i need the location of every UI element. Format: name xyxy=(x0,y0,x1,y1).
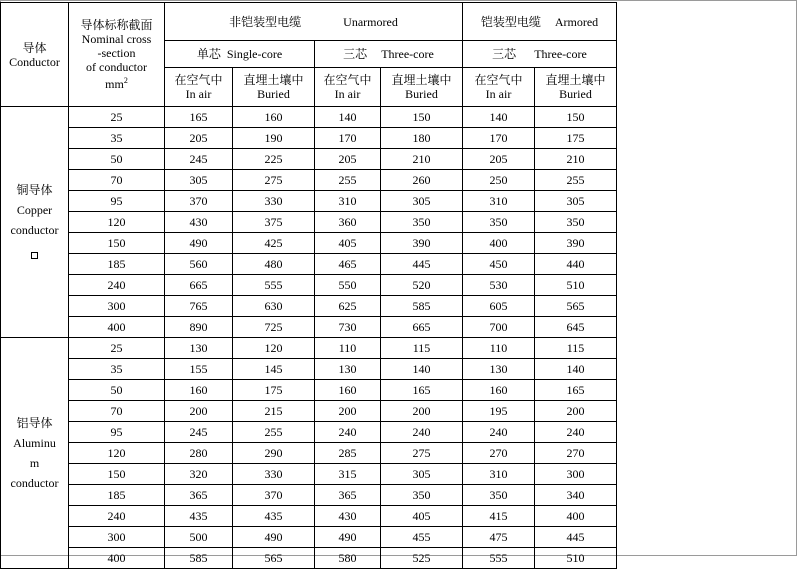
ampacity-cell: 490 xyxy=(233,527,315,548)
buried-header-1 xyxy=(233,68,315,107)
ampacity-cell: 890 xyxy=(165,317,233,338)
section-size-cell: 120 xyxy=(69,212,165,233)
table-row xyxy=(1,380,617,401)
ampacity-cell: 490 xyxy=(165,233,233,254)
ampacity-cell: 530 xyxy=(463,275,535,296)
section-size-cell: 35 xyxy=(69,359,165,380)
ampacity-cell: 305 xyxy=(381,191,463,212)
in-air-header-1 xyxy=(165,68,233,107)
conductor-label-line: Aluminu xyxy=(13,436,56,450)
three-core-en: Three-core xyxy=(381,47,434,61)
ampacity-cell: 190 xyxy=(233,128,315,149)
ampacity-cell: 330 xyxy=(233,464,315,485)
section-size-cell: 70 xyxy=(69,170,165,191)
section-header-en-1: Nominal cross xyxy=(81,32,152,46)
three-core-cn: 三芯 xyxy=(343,47,368,61)
ampacity-cell: 435 xyxy=(165,506,233,527)
section-size-cell: 185 xyxy=(69,254,165,275)
ampacity-cell: 665 xyxy=(165,275,233,296)
table-row xyxy=(1,485,617,506)
ampacity-cell: 375 xyxy=(233,212,315,233)
table-row xyxy=(1,527,617,548)
table-row xyxy=(1,107,617,128)
ampacity-cell: 205 xyxy=(463,149,535,170)
ampacity-cell: 110 xyxy=(315,338,381,359)
small-square-marker xyxy=(31,252,38,259)
ampacity-cell: 475 xyxy=(463,527,535,548)
ampacity-cell: 315 xyxy=(315,464,381,485)
ampacity-cell: 465 xyxy=(315,254,381,275)
aluminum-conductor-label xyxy=(1,338,69,569)
ampacity-cell: 445 xyxy=(535,527,617,548)
unarmored-header xyxy=(165,3,463,41)
in-air-en: In air xyxy=(485,87,512,101)
three-core-header-armored xyxy=(463,41,617,68)
ampacity-cell: 280 xyxy=(165,443,233,464)
ampacity-cell: 160 xyxy=(463,380,535,401)
table-row xyxy=(1,506,617,527)
in-air-en: In air xyxy=(185,87,212,101)
ampacity-cell: 585 xyxy=(381,296,463,317)
ampacity-cell: 480 xyxy=(233,254,315,275)
buried-header-3 xyxy=(535,68,617,107)
ampacity-cell: 255 xyxy=(535,170,617,191)
ampacity-cell: 370 xyxy=(165,191,233,212)
section-size-cell: 240 xyxy=(69,506,165,527)
ampacity-cell: 605 xyxy=(463,296,535,317)
conductor-label-line: 铝导体 xyxy=(16,416,53,430)
section-size-cell: 50 xyxy=(69,380,165,401)
ampacity-cell: 285 xyxy=(315,443,381,464)
ampacity-cell: 555 xyxy=(463,548,535,569)
conductor-label-line: m xyxy=(29,456,40,470)
ampacity-cell: 250 xyxy=(463,170,535,191)
ampacity-cell: 425 xyxy=(233,233,315,254)
ampacity-cell: 305 xyxy=(165,170,233,191)
section-size-cell: 150 xyxy=(69,464,165,485)
ampacity-cell: 625 xyxy=(315,296,381,317)
ampacity-cell: 700 xyxy=(463,317,535,338)
ampacity-cell: 765 xyxy=(165,296,233,317)
in-air-cn: 在空气中 xyxy=(474,73,523,87)
ampacity-cell: 350 xyxy=(463,212,535,233)
section-unit-base: mm xyxy=(105,77,124,91)
ampacity-cell: 405 xyxy=(315,233,381,254)
ampacity-cell: 240 xyxy=(381,422,463,443)
section-size-cell: 400 xyxy=(69,548,165,569)
section-unit-sup: 2 xyxy=(123,76,128,85)
ampacity-cell: 405 xyxy=(381,506,463,527)
ampacity-cell: 175 xyxy=(233,380,315,401)
buried-en: Buried xyxy=(405,87,438,101)
ampacity-cell: 560 xyxy=(165,254,233,275)
copper-conductor-label xyxy=(1,107,69,338)
section-size-cell: 400 xyxy=(69,317,165,338)
table-row xyxy=(1,359,617,380)
ampacity-cell: 310 xyxy=(463,191,535,212)
table-row xyxy=(1,548,617,569)
ampacity-cell: 180 xyxy=(381,128,463,149)
ampacity-cell: 520 xyxy=(381,275,463,296)
single-core-cn: 单芯 xyxy=(196,47,221,61)
ampacity-cell: 365 xyxy=(165,485,233,506)
table-row xyxy=(1,275,617,296)
single-core-en: Single-core xyxy=(226,47,283,61)
ampacity-cell: 225 xyxy=(233,149,315,170)
section-size-cell: 185 xyxy=(69,485,165,506)
ampacity-cell: 435 xyxy=(233,506,315,527)
ampacity-cell: 565 xyxy=(535,296,617,317)
ampacity-cell: 390 xyxy=(381,233,463,254)
ampacity-cell: 490 xyxy=(315,527,381,548)
ampacity-cell: 350 xyxy=(381,485,463,506)
ampacity-cell: 555 xyxy=(233,275,315,296)
table-row xyxy=(1,233,617,254)
buried-cn: 直埋土壤中 xyxy=(391,73,452,87)
ampacity-cell: 200 xyxy=(535,401,617,422)
ampacity-cell: 120 xyxy=(233,338,315,359)
ampacity-cell: 165 xyxy=(165,107,233,128)
ampacity-cell: 300 xyxy=(535,464,617,485)
ampacity-cell: 305 xyxy=(381,464,463,485)
section-header-en-3: of conductor xyxy=(86,60,147,74)
ampacity-cell: 215 xyxy=(233,401,315,422)
section-size-cell: 25 xyxy=(69,338,165,359)
ampacity-cell: 160 xyxy=(165,380,233,401)
ampacity-cell: 390 xyxy=(535,233,617,254)
section-header-en-2: -section xyxy=(97,46,136,60)
ampacity-cell: 115 xyxy=(535,338,617,359)
conductor-label-line: 铜导体 xyxy=(16,182,53,197)
ampacity-cell: 510 xyxy=(535,275,617,296)
ampacity-cell: 270 xyxy=(535,443,617,464)
ampacity-cell: 115 xyxy=(381,338,463,359)
section-size-cell: 95 xyxy=(69,191,165,212)
ampacity-cell: 130 xyxy=(463,359,535,380)
ampacity-cell: 350 xyxy=(535,212,617,233)
ampacity-cell: 525 xyxy=(381,548,463,569)
ampacity-cell: 445 xyxy=(381,254,463,275)
buried-en: Buried xyxy=(559,87,592,101)
ampacity-cell: 210 xyxy=(535,149,617,170)
ampacity-cell: 205 xyxy=(315,149,381,170)
in-air-en: In air xyxy=(334,87,361,101)
ampacity-cell: 400 xyxy=(463,233,535,254)
armored-header xyxy=(463,3,617,41)
ampacity-cell: 415 xyxy=(463,506,535,527)
ampacity-cell: 270 xyxy=(463,443,535,464)
ampacity-cell: 245 xyxy=(165,422,233,443)
ampacity-cell: 350 xyxy=(381,212,463,233)
ampacity-cell: 400 xyxy=(535,506,617,527)
section-size-cell: 50 xyxy=(69,149,165,170)
buried-en: Buried xyxy=(257,87,290,101)
ampacity-cell: 310 xyxy=(315,191,381,212)
section-header xyxy=(69,3,165,107)
unarmored-header-cn: 非铠装型电缆 xyxy=(229,14,302,29)
in-air-cn: 在空气中 xyxy=(174,73,223,87)
ampacity-cell: 430 xyxy=(165,212,233,233)
ampacity-cell: 150 xyxy=(535,107,617,128)
armored-header-cn: 铠装型电缆 xyxy=(480,14,541,29)
ampacity-cell: 175 xyxy=(535,128,617,149)
in-air-header-2 xyxy=(315,68,381,107)
ampacity-cell: 730 xyxy=(315,317,381,338)
ampacity-cell: 320 xyxy=(165,464,233,485)
table-row xyxy=(1,401,617,422)
ampacity-cell: 165 xyxy=(535,380,617,401)
ampacity-cell: 630 xyxy=(233,296,315,317)
three-core-header-unarmored xyxy=(315,41,463,68)
ampacity-cell: 195 xyxy=(463,401,535,422)
ampacity-cell: 550 xyxy=(315,275,381,296)
section-header-cn: 导体标称截面 xyxy=(80,18,153,32)
ampacity-cell: 255 xyxy=(233,422,315,443)
ampacity-cell: 245 xyxy=(165,149,233,170)
ampacity-cell: 260 xyxy=(381,170,463,191)
section-unit xyxy=(69,74,164,91)
ampacity-cell: 140 xyxy=(381,359,463,380)
ampacity-cell: 130 xyxy=(315,359,381,380)
ampacity-cell: 350 xyxy=(463,485,535,506)
section-size-cell: 35 xyxy=(69,128,165,149)
ampacity-cell: 725 xyxy=(233,317,315,338)
ampacity-cell: 110 xyxy=(463,338,535,359)
ampacity-cell: 365 xyxy=(315,485,381,506)
three-core-cn-armored: 三芯 xyxy=(492,47,517,61)
ampacity-cell: 140 xyxy=(315,107,381,128)
ampacity-cell: 360 xyxy=(315,212,381,233)
ampacity-cell: 160 xyxy=(315,380,381,401)
section-size-cell: 300 xyxy=(69,296,165,317)
table-row xyxy=(1,254,617,275)
ampacity-cell: 340 xyxy=(535,485,617,506)
ampacity-cell: 305 xyxy=(535,191,617,212)
ampacity-cell: 240 xyxy=(535,422,617,443)
ampacity-cell: 200 xyxy=(315,401,381,422)
ampacity-cell: 565 xyxy=(233,548,315,569)
ampacity-cell: 170 xyxy=(463,128,535,149)
table-row xyxy=(1,464,617,485)
ampacity-cell: 510 xyxy=(535,548,617,569)
conductor-label-line: Copper xyxy=(16,202,53,217)
ampacity-cell: 200 xyxy=(165,401,233,422)
ampacity-cell: 240 xyxy=(463,422,535,443)
ampacity-cell: 290 xyxy=(233,443,315,464)
section-size-cell: 300 xyxy=(69,527,165,548)
current-capacity-table xyxy=(0,2,617,569)
ampacity-cell: 255 xyxy=(315,170,381,191)
table-row xyxy=(1,338,617,359)
conductor-label-line: conductor xyxy=(10,476,59,490)
ampacity-cell: 500 xyxy=(165,527,233,548)
ampacity-cell: 210 xyxy=(381,149,463,170)
ampacity-cell: 170 xyxy=(315,128,381,149)
ampacity-cell: 275 xyxy=(233,170,315,191)
single-core-header xyxy=(165,41,315,68)
ampacity-cell: 140 xyxy=(535,359,617,380)
buried-header-2 xyxy=(381,68,463,107)
ampacity-cell: 275 xyxy=(381,443,463,464)
unarmored-header-en: Unarmored xyxy=(343,14,398,29)
table-row xyxy=(1,443,617,464)
ampacity-cell: 240 xyxy=(315,422,381,443)
ampacity-cell: 370 xyxy=(233,485,315,506)
ampacity-cell: 645 xyxy=(535,317,617,338)
table-row xyxy=(1,170,617,191)
ampacity-cell: 310 xyxy=(463,464,535,485)
section-size-cell: 120 xyxy=(69,443,165,464)
ampacity-cell: 160 xyxy=(233,107,315,128)
ampacity-cell: 165 xyxy=(381,380,463,401)
conductor-header xyxy=(1,3,69,107)
ampacity-cell: 130 xyxy=(165,338,233,359)
ampacity-cell: 430 xyxy=(315,506,381,527)
table-row xyxy=(1,191,617,212)
section-size-cell: 150 xyxy=(69,233,165,254)
buried-cn: 直埋土壤中 xyxy=(545,73,606,87)
ampacity-cell: 450 xyxy=(463,254,535,275)
ampacity-cell: 440 xyxy=(535,254,617,275)
ampacity-cell: 155 xyxy=(165,359,233,380)
section-size-cell: 70 xyxy=(69,401,165,422)
in-air-header-3 xyxy=(463,68,535,107)
table-row xyxy=(1,317,617,338)
ampacity-cell: 585 xyxy=(165,548,233,569)
ampacity-cell: 330 xyxy=(233,191,315,212)
ampacity-cell: 455 xyxy=(381,527,463,548)
conductor-header-en: Conductor xyxy=(9,54,60,69)
table-row xyxy=(1,422,617,443)
table-row xyxy=(1,212,617,233)
armored-header-en: Armored xyxy=(554,14,599,29)
ampacity-cell: 150 xyxy=(381,107,463,128)
conductor-header-cn: 导体 xyxy=(22,40,47,55)
ampacity-cell: 580 xyxy=(315,548,381,569)
section-size-cell: 240 xyxy=(69,275,165,296)
conductor-label-line: conductor xyxy=(10,222,59,237)
section-size-cell: 25 xyxy=(69,107,165,128)
buried-cn: 直埋土壤中 xyxy=(243,73,304,87)
table-row xyxy=(1,149,617,170)
in-air-cn: 在空气中 xyxy=(323,73,372,87)
table-row xyxy=(1,128,617,149)
ampacity-cell: 665 xyxy=(381,317,463,338)
ampacity-cell: 200 xyxy=(381,401,463,422)
ampacity-cell: 145 xyxy=(233,359,315,380)
ampacity-cell: 140 xyxy=(463,107,535,128)
section-size-cell: 95 xyxy=(69,422,165,443)
ampacity-cell: 205 xyxy=(165,128,233,149)
three-core-en-armored: Three-core xyxy=(534,47,587,61)
table-row xyxy=(1,296,617,317)
